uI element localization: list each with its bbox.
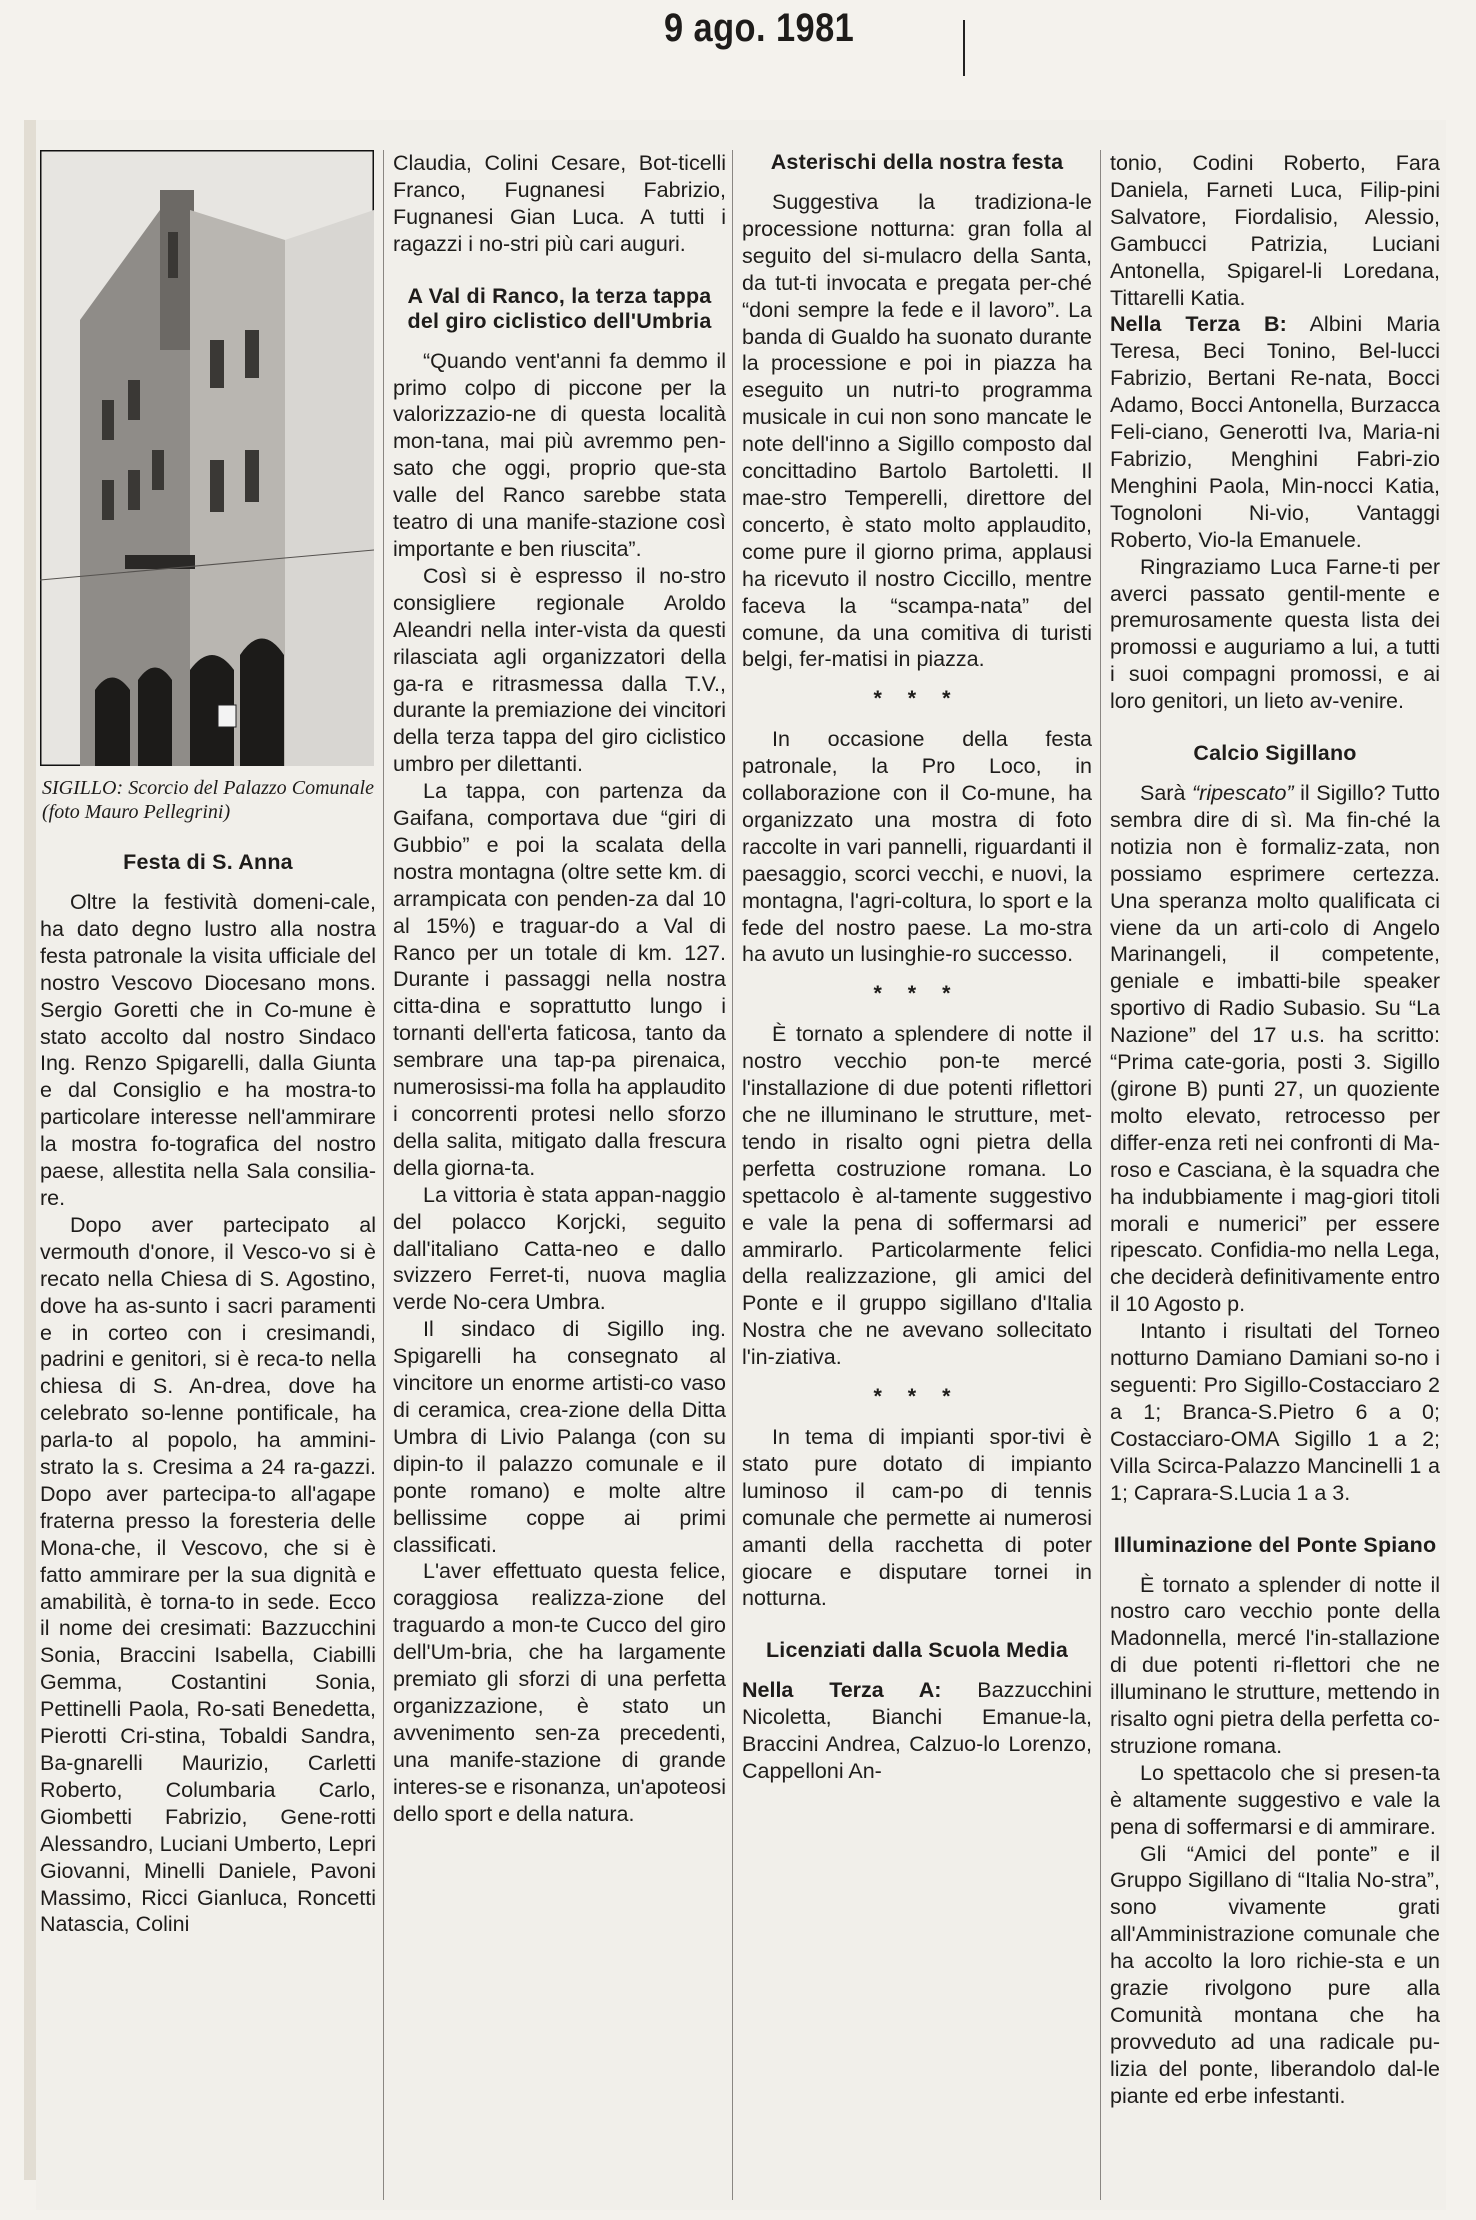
paragraph	[1110, 780, 1440, 1318]
column-rule	[732, 150, 733, 2200]
page-edge	[24, 120, 36, 2180]
column-2	[393, 150, 726, 2200]
paragraph: È tornato a splender di notte il nostro caro vecchio ponte della Madonnella, mercé l'in-stallazione di due potenti ri-flettori che ne illuminano le strutture, mettendo in risalto ogni pietra della perfetta co-struzione romana.	[1110, 1572, 1440, 1758]
separator-stars: * * *	[873, 1384, 961, 1409]
paragraph	[1110, 311, 1440, 553]
paragraph: Dopo aver partecipato al vermouth d'onore, il Vesco-vo si è recato nella Chiesa di S. Agostino, dove ha as-sunto i sacri paramenti e in corteo con i cresimandi, padrini e genitori, si è reca-to nella chiesa di S. An-drea, dove ha celebrato so-lenne pontificale, ha parla-to al popolo, ha ammini-strato la s. Cresima a 24 ra-gazzi. Dopo aver partecipa-to all'agape fraterna presso la foresteria delle Mona-che, il Vescovo, che si è fatto ammirare per la sua dignità e amabilità, è torna-to in sede. Ecco il nome dei cresimati: Bazzucchini Sonia, Braccini Isabella, Ciabilli Gemma, Costantini Sonia, Pettinelli Paola, Ro-sati Benedetta, Pierotti Cri-stina, Tobaldi Sandra, Ba-gnarelli Maurizio, Carletti Roberto, Columbaria Carlo, Giombetti Fabrizio, Gene-rotti Alessandro, Luciani Umberto, Lepri Giovanni, Minelli Daniele, Pavoni Massimo, Ricci Gianluca, Roncetti Natascia, Colini	[40, 1212, 376, 1937]
paragraph: Suggestiva la tradiziona-le processione notturna: gran folla al seguito del si-mulacro della Santa, da tut-ti invocata e pregata per-ché “doni sempre la fede e il lavoro”. La banda di Gualdo ha suonato durante la processione e poi in piazza ha eseguito un nutri-to programma musicale in cui non sono mancate le note dell'inno a Sigillo composto dal concittadino Bartolo Bartoletti. Il mae-stro Temperelli, direttore del concerto, è stato molto applaudito, come pure il giorno prima, applausi ha ricevuto il nostro Ciccillo, mentre faceva la “scampa-nata” del comune, da una comitiva di turisti belgi, fer-matisi in piazza.	[742, 190, 1092, 672]
article-title-calcio: Calcio Sigillano	[1193, 741, 1357, 766]
paragraph: tonio, Codini Roberto, Fara Daniela, Farneti Luca, Filip-pini Salvatore, Fiordalisio, Alessio, Gambucci Patrizia, Luciani Antonella, Spigarel-li Loredana, Tittarelli Katia.	[1110, 151, 1440, 310]
text-run: il Sigillo? Tutto sembra dire di sì. Ma fin-ché la notizia non è formaliz-zata, non possiamo esprimere certezza. Una speranza molto qualificata ci viene da un arti-colo di Angelo Marinangeli, il competente, geniale e imbatti-bile speaker sportivo di Radio Subasio. Su “La Nazione” del 17 u.s. ha scritto: “Prima cate-goria, posti 3. Sigillo (girone B) punti 27, un quoziente molto elevato, retrocesso per differ-enza reti nei confronti di Ma-roso e Casciana, è la squadra che ha indubbiamente i mag-giori titoli morali e numerici” per essere ripescato. Confidia-mo nella Lega, che deciderà definitivamente entro il 10 Agosto p.	[1110, 781, 1440, 1317]
student-list: Albini Maria Teresa, Beci Tonino, Bel-lucci Fabrizio, Bertani Re-nata, Bocci Adamo, Bocci Antonella, Burzacca Feli-ciano, Generotti Iva, Maria-ni Fabrizio, Menghini Fabri-zio Menghini Paola, Min-nocci Katia, Tognoloni Ni-vio, Vantaggi Roberto, Vio-la Emanuele.	[1110, 312, 1440, 552]
class-label-terza-b: Nella Terza B:	[1110, 312, 1287, 337]
paragraph: La vittoria è stata appan-naggio del polacco Korjcki, seguito dall'italiano Catta-neo e dallo svizzero Ferret-ti, nuova maglia verde No-cera Umbra.	[393, 1182, 726, 1315]
paragraph: Claudia, Colini Cesare, Bot-ticelli Franco, Fugnanesi Fabrizio, Fugnanesi Gian Luca. A tutti i ragazzi i no-stri più cari auguri.	[393, 151, 726, 256]
article-title-festa: Festa di S. Anna	[123, 850, 293, 874]
paragraph: “Quando vent'anni fa demmo il primo colpo di piccone per la valorizzazio-ne di questa località mon-tana, mai più avremmo pen-sato che oggi, proprio que-sta valle del Ranco sarebbe stata teatro di una manife-stazione così importante e ben riuscita”.	[393, 348, 726, 561]
paragraph: Ringraziamo Luca Farne-ti per averci passato gentil-mente e premurosamente questa lista dei promossi e auguriamo a lui, a tutti i suoi compagni promossi, e ai loro genitori, un lieto av-venire.	[1110, 554, 1440, 714]
paragraph	[742, 1677, 1092, 1785]
paragraph: In tema di impianti spor-tivi è stato pure dotato di impianto luminoso il cam-po di tennis comunale che permette ai numerosi amanti della racchetta di poter giocare e disputare tornei in notturna.	[742, 1424, 1092, 1611]
article-title-licenziati: Licenziati dalla Scuola Media	[765, 1638, 1069, 1663]
clipping-date: 9 ago. 1981	[664, 6, 855, 50]
text-run: Sarà	[1140, 781, 1192, 806]
photo-palazzo-comunale	[40, 150, 374, 766]
article-title-illuminazione: Illuminazione del Ponte Spiano	[1113, 1532, 1437, 1557]
paragraph: Lo spettacolo che si presen-ta è altamente suggestivo e vale la pena di soffermarsi e di ammirare.	[1110, 1760, 1440, 1839]
paragraph: Intanto i risultati del Torneo notturno Damiano Damiani so-no i seguenti: Pro Sigillo-Costacciaro 2 a 1; Branca-S.Pietro 6 a 0; Costacciaro-OMA Sigillo 1 a 2; Villa Scirca-Palazzo Mancinelli 1 a 1; Caprara-S.Lucia 1 a 3.	[1110, 1319, 1440, 1505]
paragraph: Il sindaco di Sigillo ing. Spigarelli ha consegnato al vincitore un enorme artisti-co vaso di ceramica, crea-zione della Ditta Umbra di Livio Palanga (con su dipin-to il palazzo comunale e il ponte romano) e molte altre bellissime coppe ai primi classificati.	[393, 1317, 726, 1557]
photo-caption: SIGILLO: Scorcio del Palazzo Comunale (foto Mauro Pellegrini)	[42, 777, 374, 823]
student-list: Bazzucchini Nicoletta, Bianchi Emanue-la, Braccini Andrea, Calzuo-lo Lorenzo, Cappelloni An-	[742, 1678, 1092, 1784]
italic-term: “ripescato”	[1192, 781, 1294, 806]
column-3	[742, 150, 1092, 2200]
column-1	[40, 150, 376, 2200]
article-title-val-di-ranco: A Val di Ranco, la terza tappa del giro ciclistico dell'Umbria	[407, 283, 712, 333]
column-rule	[383, 150, 384, 2200]
paragraph: La tappa, con partenza da Gaifana, comportava due “giri di Gubbio” e poi la scalata della nostra montagna (oltre sette km. di arrampicata con penden-za dal 10 al 15%) e traguar-do a Val di Ranco per un totale di km. 127. Durante i passaggi nella nostra citta-dina e soprattutto lungo i tornanti dell'erta faticosa, tanto da sembrare una tap-pa pirenaica, numerosissi-ma folla ha applaudito i concorrenti protesi nello sforzo della salita, mitigato dalla frescura della giorna-ta.	[393, 779, 726, 1180]
column-rule	[1100, 150, 1101, 2200]
class-label-terza-a: Nella Terza A:	[742, 1678, 942, 1703]
paragraph: Oltre la festività domeni-cale, ha dato degno lustro alla nostra festa patronale la visita ufficiale del nostro Vescovo Diocesano mons. Sergio Goretti che in Co-mune è stato accolto dal nostro Sindaco Ing. Renzo Spigarelli, dalla Giunta e dal Consiglio e ha mostra-to particolare interesse nell'ammirare la mostra fo-tografica del nostro paese, allestita nella Sala consilia-re.	[40, 890, 376, 1210]
paragraph: In occasione della festa patronale, la Pro Loco, in collaborazione con il Co-mune, ha organizzato una mostra di foto raccolte in vari pannelli, riguardanti il paesaggio, scorci vecchi, e nuovi, la montagna, l'agri-coltura, lo sport e la fede del nostro paese. La mo-stra ha avuto un lusinghie-ro successo.	[742, 727, 1092, 967]
separator-stars: * * *	[873, 981, 961, 1006]
paragraph: Così si è espresso il no-stro consigliere regionale Aroldo Aleandri nella inter-vista da questi rilasciata agli organizzatori della ga-ra e ritrasmessa dalla T.V., durante la premiazione dei vincitori della terza tappa del giro ciclistico umbro per dilettanti.	[393, 563, 726, 777]
separator-stars: * * *	[873, 686, 961, 711]
column-4	[1110, 150, 1440, 2200]
paragraph: L'aver effettuato questa felice, coraggiosa realizza-zione del traguardo a mon-te Cucco del giro dell'Um-bria, che ha largamente premiato gli sforzi di una perfetta organizzazione, è stato un avvenimento sen-za precedenti, una manife-stazione di grande interes-se e risonanza, un'apoteosi dello sport e della natura.	[393, 1559, 726, 1826]
date-divider	[963, 20, 965, 76]
paragraph: Gli “Amici del ponte” e il Gruppo Sigillano di “Italia No-stra”, sono vivamente grati all'Amministrazione comunale che ha accolto la loro richie-sta e un grazie rivolgono pure alla Comunità montana che ha provveduto ad una radicale pu-lizia del ponte, liberandolo dal-le piante ed erbe infestanti.	[1110, 1841, 1440, 2108]
paragraph: È tornato a splendere di notte il nostro vecchio pon-te mercé l'installazione di due potenti riflettori che ne illuminano le strutture, met-tendo in risalto ogni pietra della perfetta costruzione romana. Lo spettacolo è al-tamente suggestivo e vale la pena di soffermarsi ad ammirarlo. Particolarmente felici della realizzazione, gli amici del Ponte e il gruppo sigillano d'Italia Nostra che ne avevano sollecitato l'in-ziativa.	[742, 1022, 1092, 1370]
article-title-asterischi: Asterischi della nostra festa	[770, 150, 1064, 174]
